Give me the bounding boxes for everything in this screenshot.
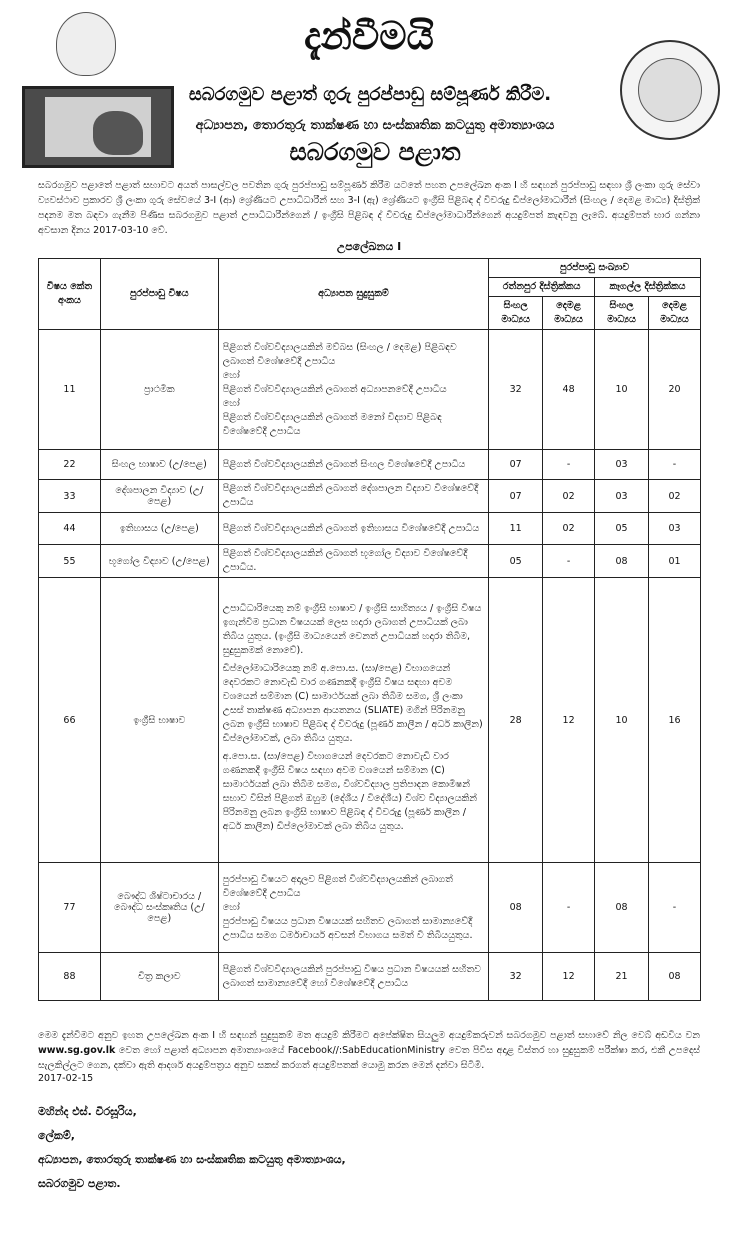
qualifications: [218, 578, 488, 863]
intro-paragraph: සබරගමුව පළාතේ පළාත් සභාවට අයත් පාසල්වල පවතින ගුරු පුරප්පාඩු සම්පූර්ණ කිරීම යටතේ පහත උපලේඛන අංක I හි සඳහන් පුරප්පාඩු සඳහා ශ්‍රී ලංකා ගුරු සේවා ව්‍යවස්ථාව ප්‍රකාරව ශ්‍රී ලංකා ගුරු සේවයේ 3-I (ආ) ශ්‍රේණියට උපාධිධාරීන් සහ 3-I (ඇ) ශ්‍රේණියට ඉංග්‍රීසි පිළිබඳ ද්‍ විවරුදු ඩිප්ලෝමාධාරීන් (සිංහල / දෙමළ මාධ්‍ය) දිස්ත්‍රික් පදනම මත බඳවා ගැනීම පිණිස සබරගමුව පළාත් උපාධිධාරීන්ගෙන් / ඉංග්‍රීසි පිළිබඳ ද්‍ විවරුදු ඩිප්ලෝමාධාරීන්ගෙන් අයදුම්පත් කැඳවනු ලැබේ. අයදුම්පත් භාර ගන්නා අවසාන දිනය 2017-03-10 වේ.: [38, 180, 700, 236]
ratnapura-sinhala-count: 32: [489, 330, 543, 450]
qualifications: [218, 513, 488, 545]
table-row: [39, 513, 701, 545]
subject-code: 88: [39, 953, 101, 1001]
qualification-line: ඩිප්ලෝමාධාරියෙකු නම් අ.පො.ස. (සා/පෙළ) විභාගයෙන් දෙවරකට නොවැඩි වාර ගණනකදී ඉංග්‍රීසි විෂය සඳහා අවම වශයෙන් සම්මාන (C) සාමාර්ථයක් ලබා තිබීම සමග, ශ්‍රී ලංකා උසස් තාක්ෂණ අධ්‍යාපන ආයතනය (SLIATE) මගින් පිරිනමනු ලබන ඉංග්‍රීසි භාෂාව පිළිබඳ ද්‍ විවරුදු (පූර්ණ කාලීන / අර්ධ කාලීන) ඩිප්ලෝමාවක්, ලබා තිබිය යුතුය.: [222, 663, 483, 744]
header-vacancies: පුරප්පාඩු සංඛ්‍යාව: [489, 259, 701, 278]
qualifications: [218, 863, 488, 953]
ratnapura-tamil-count: 48: [543, 330, 595, 450]
subject-name: ඉතිහාසය (උ/පෙළ): [100, 513, 218, 545]
header: [0, 0, 738, 172]
qualifications: [218, 450, 488, 480]
notice-title: දැන්වීමයි: [304, 14, 434, 58]
kegalle-tamil-count: 16: [649, 578, 701, 863]
ratnapura-tamil-count: 12: [543, 578, 595, 863]
kegalle-tamil-count: 03: [649, 513, 701, 545]
table-row: [39, 863, 701, 953]
ratnapura-sinhala-count: 28: [489, 578, 543, 863]
footer-paragraph: මෙම දැන්වීමට අනුව ඉහත උපලේඛන අංක I හි සඳහන් සුදුසුකම් මත අයදුම් කිරීමට අපේක්ෂිත සියලුම අයදුම්කරුවන් සබරගමුව පළාත් සභාවේ නිල වෙබ් අඩවිය වන www.sg.gov.lk වෙත හෝ පළාත් අධ්‍යාපන අමාත්‍යාංශයේ Facebook//:SabEducationMinistry වෙත පිවිස අදාළ විස්තර හා සුදුසුකම් පරීක්ෂා කර, එකී උපදෙස් සැලකිල්ලට ගෙන, දක්වා ඇති ආදර්ශ අයදුම්පත්‍රය අනුව සකස් කරගත් අයදුම්පතක් යොමු කරන මෙන් දන්වා සිටිමි.: [38, 1030, 700, 1071]
ratnapura-tamil-count: 02: [543, 480, 595, 513]
qualification-line: පිළිගත් විශ්වවිද්‍යාලයකින් ලබාගත් මනෝ විද්‍යාව පිළිබඳ විශේෂවේදී උපාධිය: [222, 411, 442, 437]
province-name: සබරගමුව පළාත: [289, 138, 461, 166]
subject-code: 22: [39, 450, 101, 480]
subject-name: බෞද්ධ ශිෂ්ටාචාරය / බෞද්ධ සංස්කෘතිය (උ/පෙළ): [100, 863, 218, 953]
subject-code: 66: [39, 578, 101, 863]
header-sinhala-medium: සිංහල මාධ්‍යය: [489, 297, 543, 330]
kegalle-sinhala-count: 10: [595, 578, 649, 863]
kegalle-tamil-count: 02: [649, 480, 701, 513]
subject-name: භූගෝල විද්‍යාව (උ/පෙළ): [100, 545, 218, 578]
qualification-line: පිළිගත් විශ්වවිද්‍යාලයකින් ලබාගත් අධ්‍යාපනවේදී උපාධිය: [222, 383, 447, 395]
qualification-line: පුරප්පාඩු විෂයට අදාලව පිළිගත් විශ්වවිද්‍යාලයකින් ලබාගත් විශේෂවේදී උපාධිය: [222, 873, 453, 899]
ratnapura-sinhala-count: 07: [489, 480, 543, 513]
kegalle-sinhala-count: 03: [595, 480, 649, 513]
subject-name: දේශපාලන විද්‍යාව (උ/පෙළ): [100, 480, 218, 513]
header-tamil-medium: දෙමළ මාධ්‍යය: [649, 297, 701, 330]
ratnapura-sinhala-count: 11: [489, 513, 543, 545]
ratnapura-sinhala-count: 32: [489, 953, 543, 1001]
qualification-line: පිළිගත් විශ්වවිද්‍යාලයකින් මව්බස (සිංහල / දෙමළ) පිළිබඳව ලබාගත් විශේෂවේදී උපාධිය: [222, 341, 457, 367]
table-row: [39, 545, 701, 578]
header-district-kegalle: කෑගල්ල දිස්ත්‍රික්කය: [595, 278, 701, 297]
table-row: [39, 450, 701, 480]
notice-date: 2017-02-15: [38, 1073, 94, 1084]
ratnapura-tamil-count: 02: [543, 513, 595, 545]
header-district-ratnapura: රත්නපුර දිස්ත්‍රික්කය: [489, 278, 595, 297]
website-link[interactable]: www.sg.gov.lk: [38, 1045, 116, 1056]
subject-name: ඉංග්‍රීසි භාෂාව: [100, 578, 218, 863]
signatory-name: මහින්ද එස්. වීරසූරිය,: [38, 1105, 137, 1118]
kegalle-sinhala-count: 05: [595, 513, 649, 545]
qualification-line: උපාධිධාරියෙකු නම් ඉංග්‍රීසි භාෂාව / ඉංග්‍රීසි සාහිත්‍යය / ඉංග්‍රීසි විෂය ඉගැන්වීම ප්‍රධාන විෂයයක් ලෙස හදාරා ලබාගත් උපාධියක් ලබා තිබිය යුතුය. (ඉංග්‍රීසි මාධ්‍යයෙන් වෙනත් උපාධියක් හදාරා තිබීම, සුදුසුකමක් නොවේ).: [222, 603, 482, 656]
qualifications: [218, 545, 488, 578]
subject-name: ප්‍රාථමික: [100, 330, 218, 450]
qualification-line: හෝ: [222, 901, 240, 913]
kegalle-tamil-count: -: [649, 450, 701, 480]
qualification-line: අ.පො.ස. (සා/පෙළ) විභාගයෙන් දෙවරකට නොවැඩි වාර ගණනකදී ඉංග්‍රීසි විෂය සඳහා අවම වශයෙන් සම්මාන (C) සාමාර්ථයක් ලබා තිබීම සමග, විශ්වවිද්‍යාල ප්‍රතිපාදන කොමිෂන් සභාව විසින් පිළිගත් ඔහුම (දේශීය / විදේශීය) විශ්ව විද්‍යාලයකින් පිරිනමනු ලබන ඉංග්‍රීසි භාෂාව පිළිබඳ ද්‍ විවරුදු (පූර්ණ කාලීන / අර්ධ කාලීන) ඩිප්ලෝමාවක් ලබා තිබිය යුතුය.: [222, 751, 477, 832]
kegalle-sinhala-count: 03: [595, 450, 649, 480]
kegalle-tamil-count: 01: [649, 545, 701, 578]
ratnapura-tamil-count: -: [543, 450, 595, 480]
annex-title: උපලේඛනය I: [336, 240, 402, 253]
kegalle-tamil-count: 20: [649, 330, 701, 450]
notice-subtitle: සබරගමුව පළාත් ගුරු පුරප්පාඩු සම්පූර්ණ කිරීම.: [188, 84, 552, 105]
qualifications: [218, 480, 488, 513]
ratnapura-sinhala-count: 08: [489, 863, 543, 953]
signatory-ministry: අධ්‍යාපන, තොරතුරු තාක්ෂණ හා සංස්කෘතික කටයුතු අමාත්‍යාංශය,: [38, 1153, 346, 1166]
qualification-line: පිළිගත් විශ්වවිද්‍යාලයකින් පුරප්පාඩු විෂය ප්‍රධාන විෂයයක් සහිතව ලබාගත් සාමාන්‍යවේදී හෝ විශේෂවේදී උපාධිය: [222, 963, 481, 989]
qualification-line: පිළිගත් විශ්වවිද්‍යාලයකින් ලබාගත් දේශපාලන විද්‍යාව විශේෂවේදී උපාධිය: [222, 483, 479, 508]
subject-name: සිංහල භාෂාව (උ/පෙළ): [100, 450, 218, 480]
ministry-name: අධ්‍යාපන, තොරතුරු තාක්ෂණ හා සංස්කෘතික කටයුතු අමාත්‍යාංශය: [195, 118, 555, 133]
table-row: [39, 330, 701, 450]
ratnapura-tamil-count: -: [543, 863, 595, 953]
qualification-line: හෝ: [222, 397, 240, 409]
ratnapura-sinhala-count: 07: [489, 450, 543, 480]
ratnapura-sinhala-count: 05: [489, 545, 543, 578]
signatory-province: සබරගමුව පළාත.: [38, 1177, 121, 1190]
kegalle-sinhala-count: 10: [595, 330, 649, 450]
subject-code: 33: [39, 480, 101, 513]
header-subject: පුරප්පාඩු විෂය: [100, 259, 218, 330]
kegalle-sinhala-count: 08: [595, 545, 649, 578]
subject-code: 44: [39, 513, 101, 545]
qualification-line: පිළිගත් විශ්වවිද්‍යාලයකින් ලබාගත් සිංහල විශේෂවේදී උපාධිය: [222, 458, 466, 470]
header-code: විෂය කේත අංකය: [39, 259, 101, 330]
ratnapura-tamil-count: 12: [543, 953, 595, 1001]
subject-code: 11: [39, 330, 101, 450]
qualifications: [218, 330, 488, 450]
header-sinhala-medium: සිංහල මාධ්‍යය: [595, 297, 649, 330]
header-qualifications: අධ්‍යාපන සුදුසුකම්: [218, 259, 488, 330]
table-row: [39, 953, 701, 1001]
signatory-title: ලේකම්,: [38, 1129, 75, 1142]
kegalle-tamil-count: -: [649, 863, 701, 953]
kegalle-sinhala-count: 08: [595, 863, 649, 953]
qualification-line: පිළිගත් විශ්වවිද්‍යාලයකින් ලබාගත් භූගෝල විද්‍යාව විශේෂවේදී උපාධිය.: [222, 548, 468, 573]
ratnapura-tamil-count: -: [543, 545, 595, 578]
header-tamil-medium: දෙමළ මාධ්‍යය: [543, 297, 595, 330]
subject-name: චිත්‍ර කලාව: [100, 953, 218, 1001]
kegalle-sinhala-count: 21: [595, 953, 649, 1001]
kegalle-tamil-count: 08: [649, 953, 701, 1001]
qualification-line: පුරප්පාඩු විෂයය ප්‍රධාන විෂයයක් සහිතව ලබාගත් සාමාන්‍යවේදී උපාධිය සමග ධර්මාචාර්ය අවසන් විභාගය සමත් වී තිබියයුතුය.: [222, 915, 473, 941]
qualifications: [218, 953, 488, 1001]
subject-code: 77: [39, 863, 101, 953]
qualification-line: හෝ: [222, 369, 240, 381]
subject-code: 55: [39, 545, 101, 578]
vacancy-table: [38, 258, 701, 1001]
qualification-line: පිළිගත් විශ්වවිද්‍යාලයකින් ලබාගත් ඉතිහාසය විශේෂවේදී උපාධිය: [222, 522, 480, 534]
table-row: [39, 480, 701, 513]
signature-block: [38, 1100, 346, 1196]
table-row: [39, 578, 701, 863]
